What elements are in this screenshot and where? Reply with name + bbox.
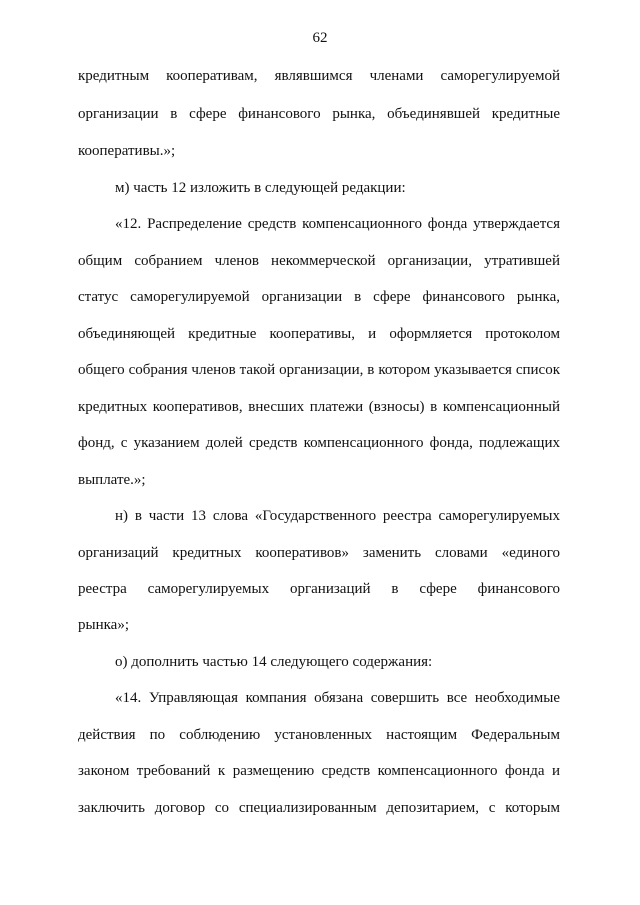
text-line: статус саморегулируемой организации в сфере финансового рынка, — [78, 289, 560, 305]
text-line: фонд, с указанием долей средств компенсационного фонда, подлежащих — [78, 435, 560, 451]
text-line: реестра саморегулируемых организаций в сфере финансового — [78, 581, 560, 597]
text-line: общим собранием членов некоммерческой организации, утратившей — [78, 253, 560, 269]
text-line: н) в части 13 слова «Государственного реестра саморегулируемых — [115, 508, 560, 524]
text-line: рынка»; — [78, 617, 129, 633]
text-line: кооперативы.»; — [78, 143, 176, 159]
text-line: объединяющей кредитные кооперативы, и оформляется протоколом — [78, 326, 560, 342]
text-line: «14. Управляющая компания обязана совершить все необходимые — [115, 690, 560, 706]
text-line: о) дополнить частью 14 следующего содержания: — [115, 654, 433, 670]
text-line: законом требований к размещению средств компенсационного фонда и — [78, 763, 560, 779]
text-line: действия по соблюдению установленных настоящим Федеральным — [78, 727, 560, 743]
text-line: организаций кредитных кооперативов» заменить словами «единого — [78, 545, 560, 561]
text-line: заключить договор со специализированным депозитарием, с которым — [78, 800, 560, 816]
text-line: кредитных кооперативов, внесших платежи (взносы) в компенсационный — [78, 399, 560, 415]
page-number: 62 — [312, 30, 328, 46]
text-line: м) часть 12 изложить в следующей редакции: — [115, 180, 406, 196]
text-line: организации в сфере финансового рынка, объединявшей кредитные — [78, 106, 560, 122]
text-line: «12. Распределение средств компенсационного фонда утверждается — [115, 216, 560, 232]
text-line: кредитным кооперативам, являвшимся членами саморегулируемой — [78, 68, 560, 84]
text-line: общего собрания членов такой организации, в котором указывается список — [78, 362, 560, 378]
text-line: выплате.»; — [78, 472, 146, 488]
